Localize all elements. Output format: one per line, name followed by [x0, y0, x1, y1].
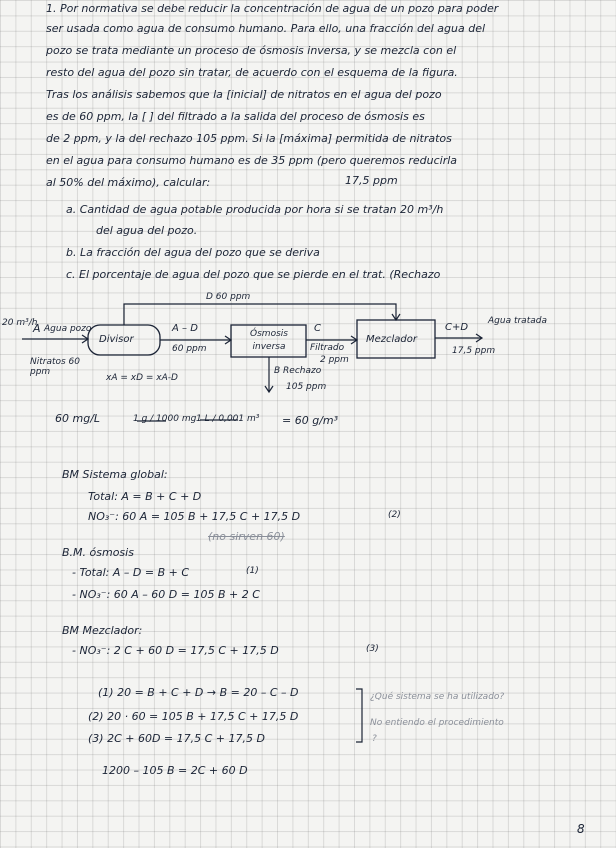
bm-osmosis-title: B.M. ósmosis — [62, 546, 134, 559]
conversion-result: = 60 g/m³ — [282, 414, 339, 427]
intro-line-5: Tras los análisis sabemos que la [inicial] de nitratos en el agua del pozo — [46, 88, 442, 101]
note-17-5-ppm: 17,5 ppm — [345, 174, 398, 187]
divisor-box-label: Divisor — [99, 334, 134, 345]
stream-c-filtrado: Filtrado — [310, 343, 345, 353]
intro-line-9: al 50% del máximo), calcular: — [46, 176, 211, 189]
conversion-b: 1 g / 1000 mg — [133, 414, 197, 424]
question-a-cont: del agua del pozo. — [96, 224, 198, 237]
feed-label: Agua pozo — [44, 324, 92, 334]
equation-3: (3) 2C + 60D = 17,5 C + 17,5 D — [88, 732, 265, 745]
stream-a-minus-d-conc: 60 ppm — [172, 344, 207, 354]
stream-c-plus-d: C+D — [445, 322, 469, 333]
bm-osmosis-no3: - NO₃⁻: 60 A – 60 D = 105 B + 2 C — [72, 588, 260, 601]
intro-line-7: de 2 ppm, y la del rechazo 105 ppm. Si la [máxima] permitida de nitratos — [46, 132, 452, 145]
feed-flow: 20 m³/h — [2, 318, 38, 328]
equation-2: (2) 20 · 60 = 105 B + 17,5 C + 17,5 D — [88, 710, 299, 723]
fraction-equalities: xA = xD = xA-D — [106, 373, 178, 383]
intro-line-3: pozo se trata mediante un proceso de ósmosis inversa, y se mezcla con el — [46, 44, 457, 57]
question-a: a. Cantidad de agua potable producida por hora si se tratan 20 m³/h — [66, 203, 444, 216]
mixer-box-label: Mezclador — [366, 334, 418, 345]
feed-letter: A — [33, 322, 41, 335]
intro-line-8: en el agua para consumo humano es de 35 ppm (pero queremos reducirla — [46, 154, 458, 167]
page-number: 8 — [577, 822, 585, 836]
bm-global-no3: NO₃⁻: 60 A = 105 B + 17,5 C + 17,5 D — [88, 510, 301, 523]
conversion-a: 60 mg/L — [55, 412, 101, 425]
intro-line-4: resto del agua del pozo sin tratar, de acuerdo con el esquema de la figura. — [46, 66, 458, 79]
equation-1: (1) 20 = B + C + D → B = 20 – C – D — [98, 686, 299, 699]
osmosis-box-label: Ósmosis inversa — [250, 329, 288, 352]
question-b: b. La fracción del agua del pozo que se deriva — [66, 246, 320, 259]
feed-concentration: Nitratos 60 ppm — [30, 357, 81, 377]
question-c: c. El porcentaje de agua del pozo que se pierde en el trat. (Rechazo — [66, 268, 441, 281]
bm-mezclador-no3-tag: (3) — [366, 644, 379, 654]
reject-b-conc: 105 ppm — [286, 382, 327, 392]
bm-global-crossed: (no sirven 60) — [208, 530, 285, 543]
bm-global-title: BM Sistema global: — [62, 468, 168, 481]
conversion-c: 1 L / 0,001 m³ — [196, 414, 260, 424]
side-note-1: ¿Qué sistema se ha utilizado? — [370, 692, 505, 702]
bm-osmosis-total-tag: (1) — [246, 566, 259, 576]
intro-line-6: es de 60 ppm, la [ ] del filtrado a la salida del proceso de ósmosis es — [46, 110, 425, 123]
bm-global-total: Total: A = B + C + D — [88, 490, 202, 503]
intro-line-2: ser usada como agua de consumo humano. Para ello, una fracción del agua del — [46, 22, 486, 35]
final-equation: 1200 – 105 B = 2C + 60 D — [102, 764, 248, 777]
stream-a-minus-d: A – D — [172, 323, 198, 334]
bm-osmosis-total: - Total: A – D = B + C — [72, 566, 190, 579]
intro-line-1: 1. Por normativa se debe reducir la concentración de agua de un pozo para poder — [46, 2, 499, 15]
bypass-d: D 60 ppm — [206, 292, 251, 302]
stream-c-conc: 2 ppm — [320, 355, 349, 365]
bm-mezclador-no3: - NO₃⁻: 2 C + 60 D = 17,5 C + 17,5 D — [72, 644, 279, 657]
output-label: Agua tratada — [488, 316, 547, 326]
side-note-3: ? — [372, 734, 377, 744]
side-note-2: No entiendo el procedimiento — [370, 718, 504, 728]
output-conc: 17,5 ppm — [452, 346, 496, 356]
stream-c: C — [314, 323, 321, 334]
reject-b: B Rechazo — [274, 366, 322, 376]
bm-global-no3-tag: (2) — [388, 510, 401, 520]
bm-mezclador-title: BM Mezclador: — [62, 624, 143, 637]
